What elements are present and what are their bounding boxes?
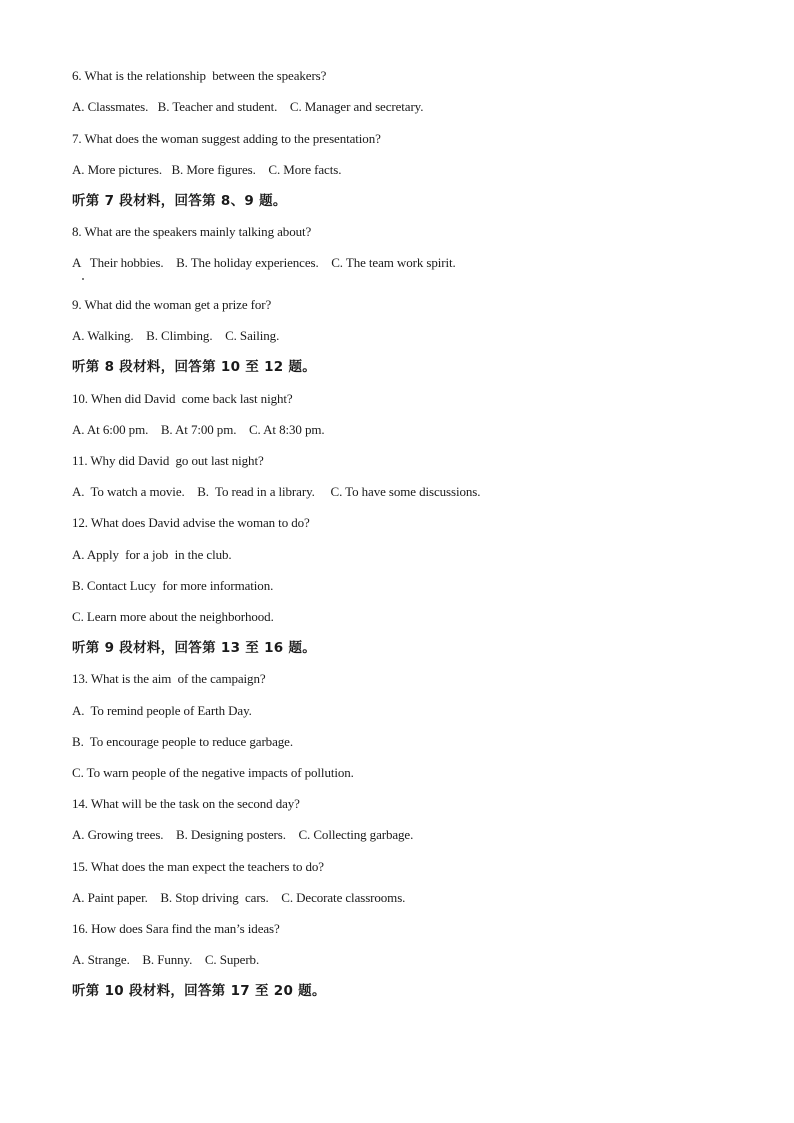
stray-mark [82,278,84,280]
question-9: 9. What did the woman get a prize for? [72,297,272,312]
question-12: 12. What does David advise the woman to do? [72,515,310,530]
section-heading-9: 听第 9 段材料，回答第 13 至 16 题。 [72,640,317,656]
question-6-options: A. Classmates. B. Teacher and student. C. Manager and secretary. [72,99,424,114]
question-13: 13. What is the aim of the campaign? [72,671,266,686]
section-heading-8: 听第 8 段材料，回答第 10 至 12 题。 [72,359,317,375]
question-10-options: A. At 6:00 pm. B. At 7:00 pm. C. At 8:30 pm. [72,422,325,437]
question-8: 8. What are the speakers mainly talking about? [72,224,312,239]
question-15-options: A. Paint paper. B. Stop driving cars. C. Decorate classrooms. [72,890,406,905]
question-7: 7. What does the woman suggest adding to the presentation? [72,131,381,146]
question-16-options: A. Strange. B. Funny. C. Superb. [72,952,260,967]
question-7-options: A. More pictures. B. More figures. C. More facts. [72,162,342,177]
question-16: 16. How does Sara find the man’s ideas? [72,921,280,936]
question-10: 10. When did David come back last night? [72,391,293,406]
question-13-option-c: C. To warn people of the negative impacts of pollution. [72,765,354,780]
question-13-option-b: B. To encourage people to reduce garbage. [72,734,293,749]
question-13-option-a: A. To remind people of Earth Day. [72,703,252,718]
question-14: 14. What will be the task on the second day? [72,796,300,811]
question-14-options: A. Growing trees. B. Designing posters. C. Collecting garbage. [72,827,414,842]
question-9-options: A. Walking. B. Climbing. C. Sailing. [72,328,280,343]
question-11-options: A. To watch a movie. B. To read in a library. C. To have some discussions. [72,484,481,499]
question-11: 11. Why did David go out last night? [72,453,264,468]
question-12-option-c: C. Learn more about the neighborhood. [72,609,274,624]
section-heading-10: 听第 10 段材料，回答第 17 至 20 题。 [72,983,326,999]
section-heading-7: 听第 7 段材料，回答第 8、9 题。 [72,193,287,209]
question-6: 6. What is the relationship between the speakers? [72,68,327,83]
question-8-options: A Their hobbies. B. The holiday experiences. C. The team work spirit. [72,255,456,270]
question-12-option-a: A. Apply for a job in the club. [72,547,232,562]
question-12-option-b: B. Contact Lucy for more information. [72,578,274,593]
question-15: 15. What does the man expect the teachers to do? [72,859,324,874]
